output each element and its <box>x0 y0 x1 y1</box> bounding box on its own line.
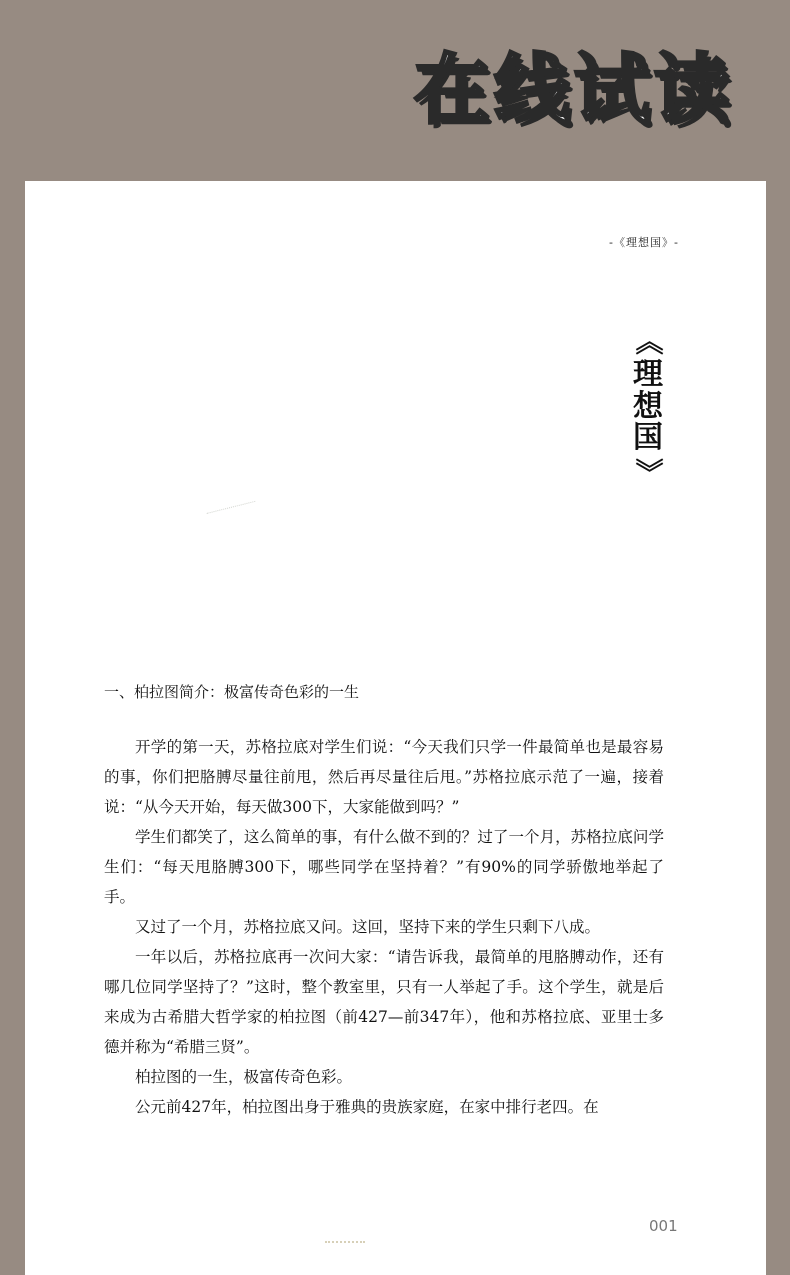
banner-title: 在线试读 <box>414 45 734 134</box>
paragraph: 一年以后，苏格拉底再一次问大家：“请告诉我，最简单的甩胳膊动作，还有哪几位同学坚持了？”这时，整个教室里，只有一人举起了手。这个学生，就是后来成为古希腊大哲学家的柏拉图（前427—前347年），他和苏格拉底、亚里士多德并称为“希腊三贤”。 <box>104 948 664 1056</box>
page-number: 001 <box>649 1217 678 1235</box>
title-close-bracket: 》 <box>632 457 665 486</box>
paragraph: 又过了一个月，苏格拉底又问。这回，坚持下来的学生只剩下八成。 <box>135 918 601 936</box>
book-page <box>25 181 766 1275</box>
title-char: 理 <box>633 357 663 392</box>
paragraph: 柏拉图的一生，极富传奇色彩。 <box>135 1068 353 1086</box>
body-text <box>104 732 664 1122</box>
chapter-title-vertical <box>628 323 668 490</box>
title-char: 国 <box>633 420 663 455</box>
running-header: -《理想国》- <box>609 236 679 249</box>
section-heading: 一、柏拉图简介：极富传奇色彩的一生 <box>104 683 360 701</box>
paragraph: 学生们都笑了，这么简单的事，有什么做不到的？过了一个月，苏格拉底问学生们：“每天甩胳膊300下，哪些同学在坚持着？”有90%的同学骄傲地举起了手。 <box>104 828 664 906</box>
paragraph: 公元前427年，柏拉图出身于雅典的贵族家庭，在家中排行老四。在 <box>135 1098 599 1116</box>
scan-speck <box>205 493 256 514</box>
title-char: 想 <box>633 388 663 424</box>
paragraph: 开学的第一天，苏格拉底对学生们说：“今天我们只学一件最简单也是最容易的事，你们把胳膊尽量往前甩，然后再尽量往后甩。”苏格拉底示范了一遍，接着说：“从今天开始，每天做300下，大家能做到吗？” <box>104 738 664 816</box>
title-open-bracket: 《 <box>632 326 665 355</box>
scan-speck <box>325 1239 365 1243</box>
